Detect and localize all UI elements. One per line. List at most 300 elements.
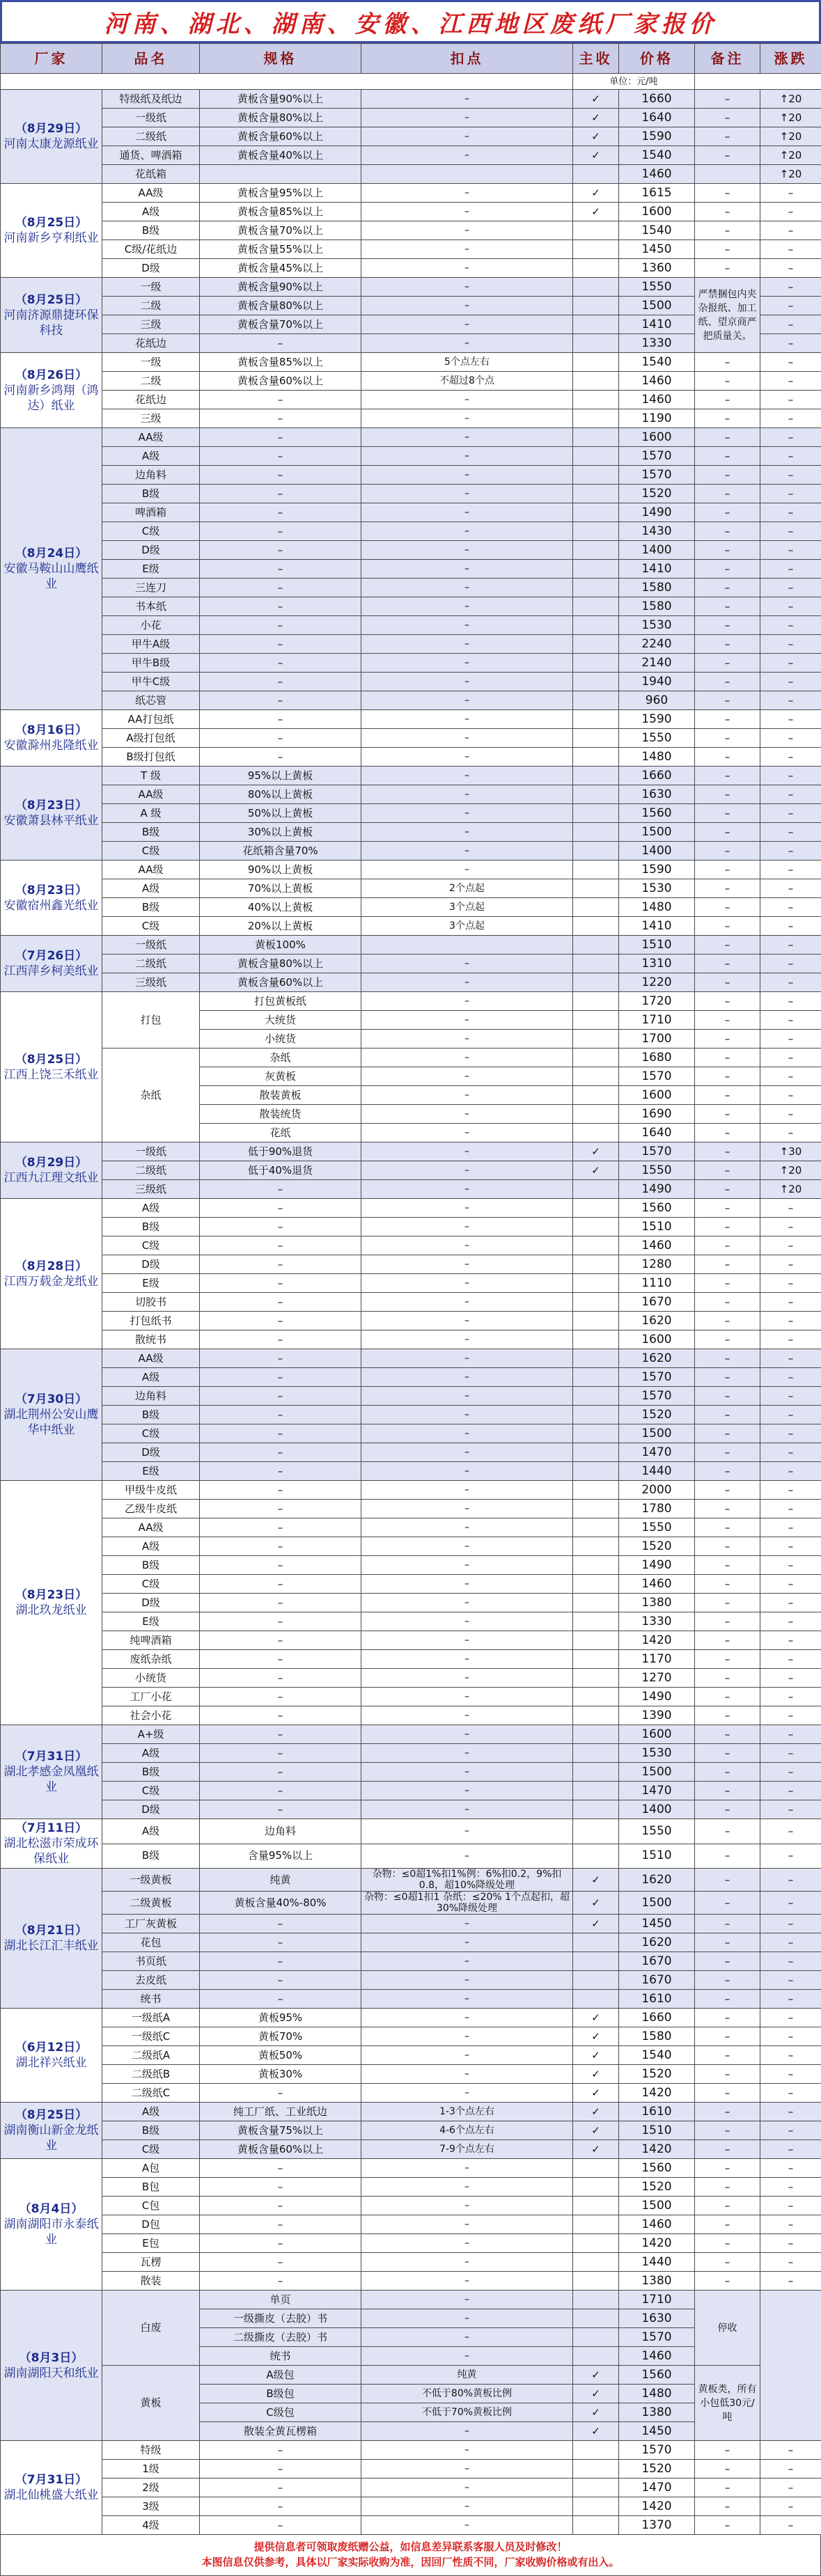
name-cell: 纸芯管 — [102, 691, 200, 710]
table-row — [1, 146, 821, 165]
table-row — [1, 165, 821, 184]
change-cell: – — [760, 1952, 821, 1971]
note-cell: – — [695, 2234, 760, 2253]
table-row — [1, 1424, 821, 1443]
footer-line-2: 本图信息仅供参考，具体以厂家实际收购为准，因回厂性质不同，厂家收购价格或有出入。 — [1, 2554, 820, 2570]
deduct-cell: – — [361, 1424, 573, 1443]
spec-cell: – — [200, 1368, 361, 1387]
deduct-cell: – — [361, 2441, 573, 2460]
price-cell: 1450 — [619, 1915, 695, 1933]
table-row — [1, 2084, 821, 2103]
note-cell: – — [695, 2197, 760, 2215]
note-cell: – — [695, 428, 760, 447]
table-row — [1, 203, 821, 221]
price-cell: 1560 — [619, 1199, 695, 1218]
note-cell: – — [695, 2272, 760, 2291]
spec-cell: 散装全黄瓦楞箱 — [200, 2422, 361, 2441]
spec-cell: – — [200, 616, 361, 635]
price-cell: 1410 — [619, 917, 695, 936]
spec-cell: – — [200, 1631, 361, 1650]
deduct-cell: – — [361, 2347, 573, 2366]
change-cell: ↑30 — [760, 1142, 821, 1161]
table-row — [1, 1892, 821, 1915]
name-cell: 边角料 — [102, 1387, 200, 1406]
table-row — [1, 823, 821, 842]
note-cell: – — [695, 691, 760, 710]
name-cell: A级 — [102, 203, 200, 221]
spec-cell: – — [200, 1462, 361, 1481]
factory-cell — [1, 1349, 102, 1481]
change-cell: – — [760, 2215, 821, 2234]
price-cell: 1660 — [619, 90, 695, 109]
deduct-cell: – — [361, 1180, 573, 1199]
note-cell: – — [695, 1594, 760, 1612]
note-cell: – — [695, 1481, 760, 1500]
deduct-cell: 1-3个点左右 — [361, 2103, 573, 2121]
change-cell: ↑20 — [760, 127, 821, 146]
factory-cell — [1, 861, 102, 936]
spec-cell: – — [200, 2460, 361, 2479]
name-cell: 工厂小花 — [102, 1688, 200, 1706]
deduct-cell: – — [361, 485, 573, 503]
main-cell — [573, 409, 619, 428]
price-cell: 1110 — [619, 1274, 695, 1293]
price-cell: 1500 — [619, 2197, 695, 2215]
spec-cell: – — [200, 1915, 361, 1933]
note-cell: – — [695, 2140, 760, 2159]
main-cell — [573, 522, 619, 541]
spec-cell: – — [200, 1406, 361, 1424]
deduct-cell: – — [361, 1462, 573, 1481]
change-cell: – — [760, 240, 821, 259]
note-cell: – — [695, 955, 760, 973]
name-cell: T 级 — [102, 767, 200, 785]
deduct-cell: – — [361, 748, 573, 767]
factory-name: 河南新乡鸿翔（鸿达）纸业 — [4, 384, 99, 413]
note-cell: – — [695, 1763, 760, 1782]
table-row — [1, 1236, 821, 1255]
spec-cell: – — [200, 2197, 361, 2215]
main-cell: ✓ — [573, 1142, 619, 1161]
table-row — [1, 184, 821, 203]
note-cell: – — [695, 1500, 760, 1518]
main-cell — [573, 428, 619, 447]
change-cell: – — [760, 1990, 821, 2009]
factory-cell — [1, 1819, 102, 1869]
main-cell — [573, 635, 619, 654]
note-cell: – — [695, 2046, 760, 2065]
name-cell: 一级纸 — [102, 109, 200, 127]
price-cell: 1410 — [619, 560, 695, 579]
spec-cell: – — [200, 1744, 361, 1763]
price-cell: 1640 — [619, 109, 695, 127]
deduct-cell: – — [361, 1763, 573, 1782]
deduct-cell: – — [361, 1161, 573, 1180]
change-cell: – — [760, 428, 821, 447]
main-cell — [573, 785, 619, 804]
factory-name: 湖南湖阳天和纸业 — [4, 2366, 99, 2380]
deduct-cell: – — [361, 409, 573, 428]
unit-row — [1, 74, 821, 90]
name-cell: 甲牛B级 — [102, 654, 200, 673]
price-cell: 1400 — [619, 842, 695, 861]
change-cell: – — [760, 485, 821, 503]
deduct-cell: – — [361, 447, 573, 466]
deduct-cell: – — [361, 1086, 573, 1105]
name-cell: 花纸边 — [102, 391, 200, 409]
factory-name: 安徽滁州兆隆纸业 — [4, 739, 99, 753]
note-cell: – — [695, 1462, 760, 1481]
note-cell: 停收 — [695, 2291, 760, 2366]
spec-cell: – — [200, 2497, 361, 2516]
price-cell: 2240 — [619, 635, 695, 654]
spec-cell — [200, 165, 361, 184]
note-cell: – — [695, 560, 760, 579]
note-cell: – — [695, 2441, 760, 2460]
price-cell: 1500 — [619, 823, 695, 842]
spec-cell: 黄板含量90%以上 — [200, 278, 361, 297]
deduct-cell: – — [361, 2159, 573, 2178]
change-cell: – — [760, 1819, 821, 1844]
spec-cell: – — [200, 2159, 361, 2178]
spec-cell: – — [200, 2215, 361, 2234]
change-cell: – — [760, 1844, 821, 1869]
note-cell: – — [695, 1424, 760, 1443]
main-cell — [573, 503, 619, 522]
main-cell — [573, 2460, 619, 2479]
deduct-cell: – — [361, 2497, 573, 2516]
table-row — [1, 278, 821, 297]
deduct-cell: – — [361, 729, 573, 748]
spec-cell: – — [200, 1349, 361, 1368]
table-row — [1, 447, 821, 466]
change-cell: – — [760, 2065, 821, 2084]
deduct-cell: – — [361, 2516, 573, 2535]
table-row — [1, 372, 821, 391]
spec-cell: 纯黄 — [200, 1869, 361, 1892]
main-cell: ✓ — [573, 2027, 619, 2046]
note-cell: – — [695, 2027, 760, 2046]
change-cell: – — [760, 1518, 821, 1537]
note-cell: – — [695, 1744, 760, 1763]
note-cell: – — [695, 127, 760, 146]
deduct-cell: – — [361, 127, 573, 146]
name-cell: 三级 — [102, 409, 200, 428]
price-cell: 1430 — [619, 522, 695, 541]
name-cell: 去皮纸 — [102, 1971, 200, 1990]
main-cell: ✓ — [573, 2366, 619, 2385]
main-cell — [573, 654, 619, 673]
spec-cell: – — [200, 1330, 361, 1349]
table-row — [1, 2009, 821, 2027]
note-cell: – — [695, 372, 760, 391]
deduct-cell: 不低于80%黄板比例 — [361, 2385, 573, 2403]
factory-date: （8月24日） — [3, 546, 99, 561]
factory-name: 安徽马鞍山山鹰纸业 — [4, 562, 99, 591]
price-cell: 1540 — [619, 146, 695, 165]
price-cell: 1470 — [619, 1443, 695, 1462]
change-cell: – — [760, 1387, 821, 1406]
category-cell: 黄板 — [102, 2366, 200, 2441]
change-cell: – — [760, 315, 821, 334]
change-cell: – — [760, 2253, 821, 2272]
change-cell: – — [760, 691, 821, 710]
table-row — [1, 1631, 821, 1650]
change-cell: – — [760, 372, 821, 391]
price-cell: 1380 — [619, 2272, 695, 2291]
factory-cell — [1, 428, 102, 710]
table-row — [1, 992, 821, 1011]
name-cell: AA级 — [102, 861, 200, 879]
main-cell: ✓ — [573, 2084, 619, 2103]
spec-cell: 黄板含量60%以上 — [200, 2140, 361, 2159]
spec-cell: 灰黄板 — [200, 1067, 361, 1086]
table-row — [1, 767, 821, 785]
note-cell: – — [695, 1030, 760, 1049]
price-cell: 1520 — [619, 2178, 695, 2197]
main-cell — [573, 710, 619, 729]
deduct-cell: – — [361, 1933, 573, 1952]
factory-date: （8月16日） — [3, 723, 99, 738]
main-cell — [573, 2215, 619, 2234]
name-cell: C级 — [102, 917, 200, 936]
factory-name: 安徽宿州鑫光纸业 — [4, 899, 99, 913]
spec-cell: 小统货 — [200, 1030, 361, 1049]
change-cell: – — [760, 823, 821, 842]
price-cell: 1610 — [619, 2103, 695, 2121]
price-cell: 1530 — [619, 879, 695, 898]
main-cell — [573, 992, 619, 1011]
factory-cell — [1, 1142, 102, 1199]
price-cell: 1420 — [619, 2234, 695, 2253]
main-cell — [573, 1049, 619, 1067]
spec-cell: – — [200, 1312, 361, 1330]
main-cell — [573, 597, 619, 616]
name-cell: 花纸箱 — [102, 165, 200, 184]
change-cell: – — [760, 1481, 821, 1500]
main-cell — [573, 1011, 619, 1030]
factory-name: 江西万载金龙纸业 — [4, 1275, 99, 1289]
price-cell: 1620 — [619, 1933, 695, 1952]
change-cell: – — [760, 2103, 821, 2121]
change-cell: – — [760, 2046, 821, 2065]
spec-cell: – — [200, 1971, 361, 1990]
change-cell: – — [760, 2159, 821, 2178]
spec-cell: 边角料 — [200, 1819, 361, 1844]
change-cell: – — [760, 1199, 821, 1218]
price-cell: 1490 — [619, 1556, 695, 1575]
note-cell: – — [695, 1218, 760, 1236]
spec-cell: 二级撕皮（去胶）书 — [200, 2328, 361, 2347]
table-row — [1, 1933, 821, 1952]
main-cell — [573, 1293, 619, 1312]
spec-cell: – — [200, 334, 361, 353]
spec-cell: – — [200, 1424, 361, 1443]
deduct-cell: – — [361, 1218, 573, 1236]
change-cell: – — [760, 597, 821, 616]
note-cell: – — [695, 1869, 760, 1892]
name-cell: AA打包纸 — [102, 710, 200, 729]
name-cell: A级 — [102, 1537, 200, 1556]
spec-cell: 20%以上黄板 — [200, 917, 361, 936]
deduct-cell: – — [361, 240, 573, 259]
deduct-cell: – — [361, 221, 573, 240]
change-cell: – — [760, 1669, 821, 1688]
name-cell: C级 — [102, 1575, 200, 1594]
table-row — [1, 541, 821, 560]
name-cell: 三级纸 — [102, 973, 200, 992]
change-cell: – — [760, 503, 821, 522]
table-row — [1, 2197, 821, 2215]
header-row — [1, 44, 821, 74]
deduct-cell: – — [361, 1631, 573, 1650]
factory-name: 湖南衡山新金龙纸业 — [4, 2123, 99, 2153]
price-cell: 1780 — [619, 1500, 695, 1518]
table-row — [1, 1218, 821, 1236]
price-cell: 1480 — [619, 748, 695, 767]
table-row — [1, 898, 821, 917]
table-row — [1, 2441, 821, 2460]
note-cell: – — [695, 1537, 760, 1556]
price-cell: 1620 — [619, 1349, 695, 1368]
change-cell: – — [760, 1763, 821, 1782]
factory-cell — [1, 1199, 102, 1349]
spec-cell: – — [200, 466, 361, 485]
note-cell: – — [695, 861, 760, 879]
name-cell: B级 — [102, 2121, 200, 2140]
main-cell — [573, 165, 619, 184]
name-cell: B包 — [102, 2178, 200, 2197]
spec-cell: 杂纸 — [200, 1049, 361, 1067]
table-row — [1, 1688, 821, 1706]
main-cell — [573, 297, 619, 315]
change-cell: – — [760, 2460, 821, 2479]
name-cell: B级 — [102, 1406, 200, 1424]
main-cell: ✓ — [573, 2121, 619, 2140]
spec-cell: – — [200, 1800, 361, 1819]
name-cell: C级/花纸边 — [102, 240, 200, 259]
change-cell: – — [760, 955, 821, 973]
spec-cell: 黄板含量45%以上 — [200, 259, 361, 278]
table-row — [1, 1706, 821, 1725]
price-cell: 1690 — [619, 1105, 695, 1124]
price-cell: 1470 — [619, 1782, 695, 1800]
deduct-cell: – — [361, 1011, 573, 1030]
price-cell: 1420 — [619, 2497, 695, 2516]
name-cell: B级 — [102, 485, 200, 503]
name-cell: B级 — [102, 221, 200, 240]
factory-name: 湖北仙桃盛大纸业 — [4, 2488, 99, 2502]
name-cell: 一级 — [102, 353, 200, 372]
spec-cell: – — [200, 447, 361, 466]
main-cell — [573, 1933, 619, 1952]
main-cell — [573, 842, 619, 861]
table-row — [1, 522, 821, 541]
table-row — [1, 654, 821, 673]
table-row — [1, 1161, 821, 1180]
deduct-cell: – — [361, 1481, 573, 1500]
table-row — [1, 1819, 821, 1844]
note-cell: – — [695, 2084, 760, 2103]
spec-cell: 低于40%退货 — [200, 1161, 361, 1180]
change-cell: – — [760, 1312, 821, 1330]
price-cell: 1540 — [619, 221, 695, 240]
deduct-cell: – — [361, 1971, 573, 1990]
note-cell: – — [695, 2215, 760, 2234]
deduct-cell: – — [361, 1952, 573, 1971]
header-note: 备注 — [695, 44, 760, 74]
table-row — [1, 353, 821, 372]
deduct-cell: – — [361, 2178, 573, 2197]
spec-cell: – — [200, 579, 361, 597]
change-cell: – — [760, 710, 821, 729]
change-cell: – — [760, 767, 821, 785]
table-row — [1, 2291, 821, 2309]
factory-cell — [1, 278, 102, 353]
change-cell: – — [760, 1933, 821, 1952]
spec-cell: – — [200, 691, 361, 710]
note-cell: – — [695, 1706, 760, 1725]
name-cell: D级 — [102, 1255, 200, 1274]
spec-cell: – — [200, 1274, 361, 1293]
price-cell: 1450 — [619, 2422, 695, 2441]
spec-cell: – — [200, 428, 361, 447]
deduct-cell: – — [361, 1349, 573, 1368]
table-row — [1, 1049, 821, 1067]
table-row — [1, 503, 821, 522]
main-cell: ✓ — [573, 2009, 619, 2027]
table-row — [1, 673, 821, 691]
main-cell — [573, 2272, 619, 2291]
price-cell: 1470 — [619, 2479, 695, 2497]
spec-cell: – — [200, 1706, 361, 1725]
change-cell: – — [760, 466, 821, 485]
deduct-cell: – — [361, 1594, 573, 1612]
table-row — [1, 1990, 821, 2009]
table-row — [1, 2234, 821, 2253]
spec-cell: 花纸箱含量70% — [200, 842, 361, 861]
deduct-cell: 5个点左右 — [361, 353, 573, 372]
price-cell: 1460 — [619, 391, 695, 409]
main-cell — [573, 973, 619, 992]
factory-name: 江西上饶三禾纸业 — [4, 1068, 99, 1082]
table-row — [1, 861, 821, 879]
spec-cell: 单页 — [200, 2291, 361, 2309]
main-cell — [573, 372, 619, 391]
main-cell — [573, 1575, 619, 1594]
note-cell: – — [695, 1406, 760, 1424]
deduct-cell — [361, 936, 573, 955]
table-row — [1, 1782, 821, 1800]
main-cell — [573, 541, 619, 560]
table-row — [1, 616, 821, 635]
main-cell — [573, 1952, 619, 1971]
deduct-cell: – — [361, 1819, 573, 1844]
main-cell — [573, 1199, 619, 1218]
spec-cell: – — [200, 1612, 361, 1631]
change-cell: – — [760, 1462, 821, 1481]
deduct-cell: 2个点起 — [361, 879, 573, 898]
deduct-cell: – — [361, 1049, 573, 1067]
main-cell — [573, 1844, 619, 1869]
main-cell: ✓ — [573, 2046, 619, 2065]
main-cell — [573, 879, 619, 898]
main-cell: ✓ — [573, 2065, 619, 2084]
price-cell: 1670 — [619, 1971, 695, 1990]
table-row — [1, 2159, 821, 2178]
note-cell: – — [695, 1443, 760, 1462]
table-row — [1, 2065, 821, 2084]
